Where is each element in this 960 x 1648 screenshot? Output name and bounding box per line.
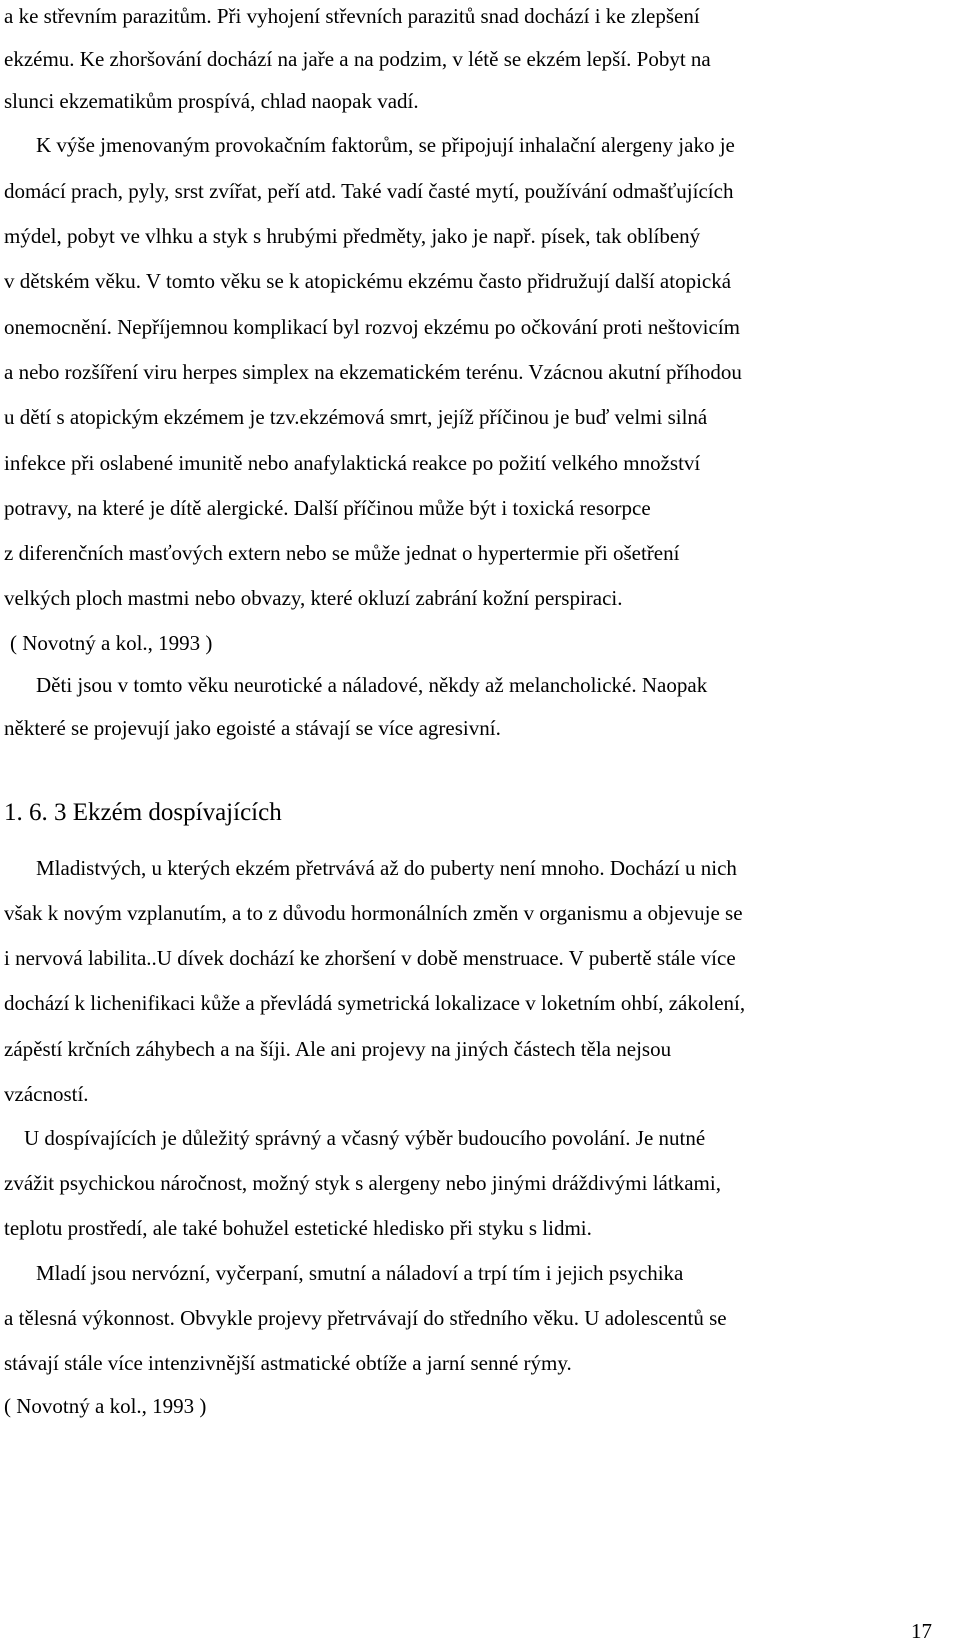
text-line: Děti jsou v tomto věku neurotické a náladové, někdy až melancholické. Naopak [36, 673, 708, 697]
citation: ( Novotný a kol., 1993 ) [4, 1394, 207, 1418]
text-line: velkých ploch mastmi nebo obvazy, které okluzí zabrání kožní perspiraci. [4, 586, 623, 610]
text-line: U dospívajících je důležitý správný a včasný výběr budoucího povolání. Je nutné [24, 1126, 706, 1150]
text-line: z diferenčních masťových extern nebo se může jednat o hypertermie při ošetření [4, 541, 680, 565]
text-line: domácí prach, pyly, srst zvířat, peří atd. Také vadí časté mytí, používání odmašťujících [4, 179, 734, 203]
text-line: infekce při oslabené imunitě nebo anafylaktická reakce po požití velkého množství [4, 451, 701, 475]
text-line: a tělesná výkonnost. Obvykle projevy přetrvávají do středního věku. U adolescentů se [4, 1306, 727, 1330]
text-line: a ke střevním parazitům. Při vyhojení střevních parazitů snad dochází i ke zlepšení [4, 4, 700, 28]
page-number: 17 [911, 1619, 932, 1643]
text-line: teplotu prostředí, ale také bohužel estetické hledisko při styku s lidmi. [4, 1216, 592, 1240]
text-line: potravy, na které je dítě alergické. Další příčinou může být i toxická resorpce [4, 496, 651, 520]
text-line: zvážit psychickou náročnost, možný styk s alergeny nebo jinými dráždivými látkami, [4, 1171, 721, 1195]
citation: ( Novotný a kol., 1993 ) [10, 631, 213, 655]
text-line: však k novým vzplanutím, a to z důvodu hormonálních změn v organismu a objevuje se [4, 901, 743, 925]
text-line: Mladí jsou nervózní, vyčerpaní, smutní a náladoví a trpí tím i jejich psychika [36, 1261, 684, 1285]
text-line: onemocnění. Nepříjemnou komplikací byl rozvoj ekzému po očkování proti neštovicím [4, 315, 740, 339]
text-line: Mladistvých, u kterých ekzém přetrvává až do puberty není mnoho. Dochází u nich [36, 856, 737, 880]
text-line: v dětském věku. V tomto věku se k atopickému ekzému často přidružují další atopická [4, 269, 732, 293]
text-line: vzácností. [4, 1082, 89, 1106]
text-line: K výše jmenovaným provokačním faktorům, se připojují inhalační alergeny jako je [36, 133, 735, 157]
text-line: slunci ekzematikům prospívá, chlad naopak vadí. [4, 89, 419, 113]
text-line: některé se projevují jako egoisté a stávají se více agresivní. [4, 716, 501, 740]
text-line: stávají stále více intenzivnější astmatické obtíže a jarní senné rýmy. [4, 1351, 572, 1375]
text-line: ekzému. Ke zhoršování dochází na jaře a na podzim, v létě se ekzém lepší. Pobyt na [4, 47, 711, 71]
text-line: i nervová labilita..U dívek dochází ke zhoršení v době menstruace. V pubertě stále více [4, 946, 736, 970]
text-line: u dětí s atopickým ekzémem je tzv.ekzémová smrt, jejíž příčinou je buď velmi silná [4, 405, 708, 429]
text-line: mýdel, pobyt ve vlhku a styk s hrubými předměty, jako je např. písek, tak oblíbený [4, 224, 701, 248]
section-heading: 1. 6. 3 Ekzém dospívajících [4, 799, 282, 826]
text-line: zápěstí krčních záhybech a na šíji. Ale ani projevy na jiných částech těla nejsou [4, 1037, 672, 1061]
text-line: dochází k lichenifikaci kůže a převládá symetrická lokalizace v loketním ohbí, zákolení, [4, 991, 746, 1015]
text-line: a nebo rozšíření viru herpes simplex na ekzematickém terénu. Vzácnou akutní příhodou [4, 360, 742, 384]
